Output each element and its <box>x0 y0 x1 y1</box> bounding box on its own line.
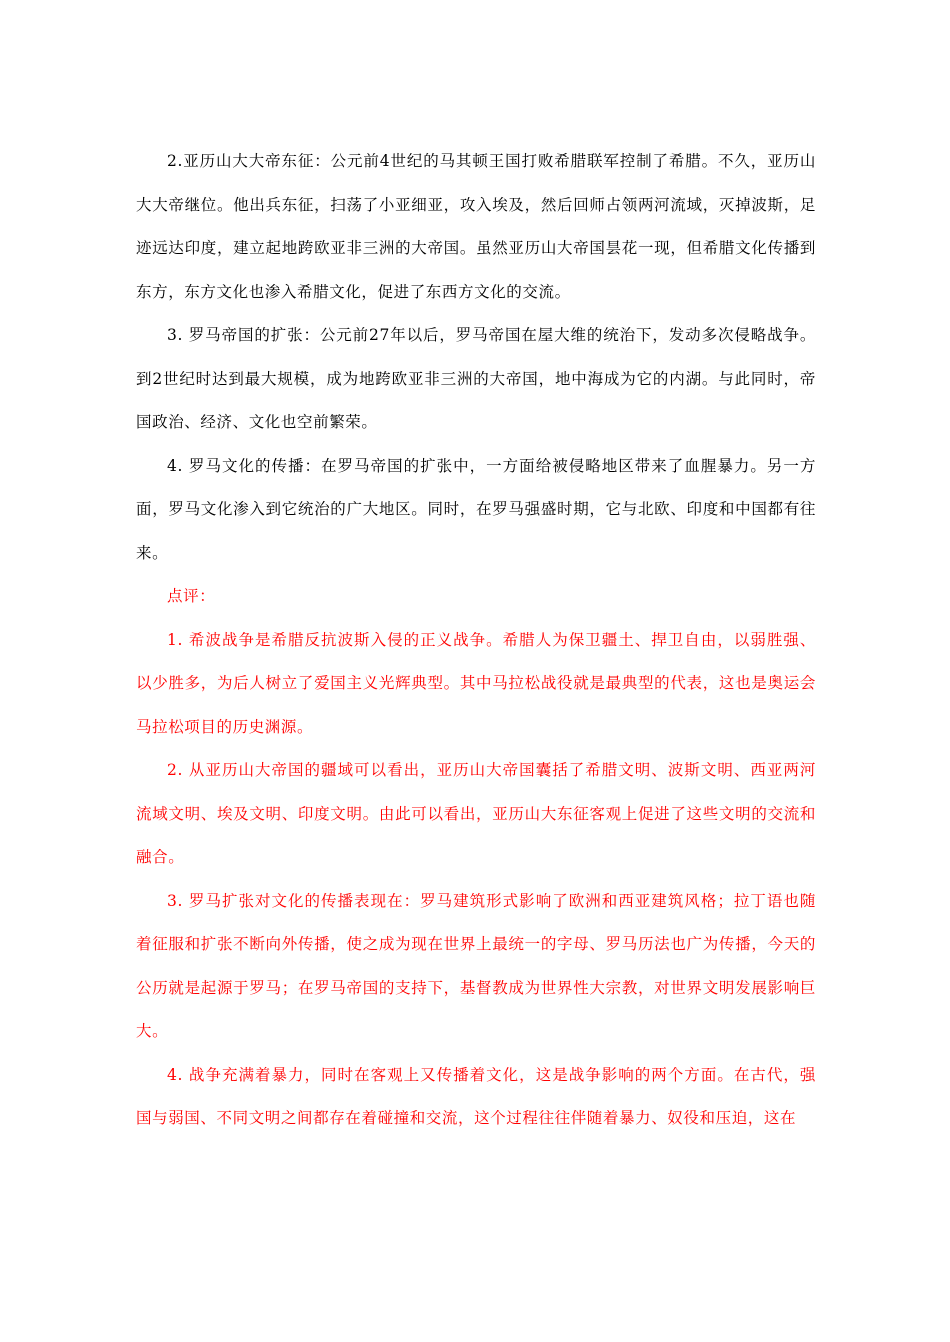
paragraph-roman-expansion: 3. 罗马帝国的扩张：公元前27年以后，罗马帝国在屋大维的统治下，发动多次侵略战争。到2世纪时达到最大规模，成为地跨欧亚非三洲的大帝国，地中海成为它的内湖。与此同时，帝国政治、经济、文化也空前繁荣。 <box>136 326 816 431</box>
commentary-item-3: 3. 罗马扩张对文化的传播表现在：罗马建筑形式影响了欧洲和西亚建筑风格；拉丁语也随着征服和扩张不断向外传播，使之成为现在世界上最统一的字母、罗马历法也广为传播，今天的公历就是起源于罗马；在罗马帝国的支持下，基督教成为世界性大宗教，对世界文明发展影响巨大。 <box>136 891 816 1040</box>
commentary-item-1: 1. 希波战争是希腊反抗波斯入侵的正义战争。希腊人为保卫疆土、捍卫自由，以弱胜强、以少胜多，为后人树立了爱国主义光辉典型。其中马拉松战役就是最典型的代表，这也是奥运会马拉松项目的历史渊源。 <box>136 630 816 736</box>
document-body <box>136 140 816 1141</box>
commentary-item-4: 4. 战争充满着暴力，同时在客观上又传播着文化，这是战争影响的两个方面。在古代，强国与弱国、不同文明之间都存在着碰撞和交流，这个过程往往伴随着暴力、奴役和压迫，这在 <box>136 1065 816 1127</box>
paragraph-roman-culture: 4. 罗马文化的传播：在罗马帝国的扩张中，一方面给被侵略地区带来了血腥暴力。另一方面，罗马文化渗入到它统治的广大地区。同时，在罗马强盛时期，它与北欧、印度和中国都有往来。 <box>136 456 816 562</box>
commentary-item-2: 2. 从亚历山大帝国的疆域可以看出，亚历山大帝国囊括了希腊文明、波斯文明、西亚两河流域文明、埃及文明、印度文明。由此可以看出，亚历山大东征客观上促进了这些文明的交流和融合。 <box>136 761 816 866</box>
commentary-heading: 点评： <box>167 587 216 605</box>
paragraph-alexander-conquest: 2.亚历山大大帝东征：公元前4世纪的马其顿王国打败希腊联军控制了希腊。不久，亚历山大大帝继位。他出兵东征，扫荡了小亚细亚，攻入埃及，然后回师占领两河流域，灭掉波斯，足迹远达印度，建立起地跨欧亚非三洲的大帝国。虽然亚历山大帝国昙花一现，但希腊文化传播到东方，东方文化也渗入希腊文化，促进了东西方文化的交流。 <box>136 152 816 301</box>
